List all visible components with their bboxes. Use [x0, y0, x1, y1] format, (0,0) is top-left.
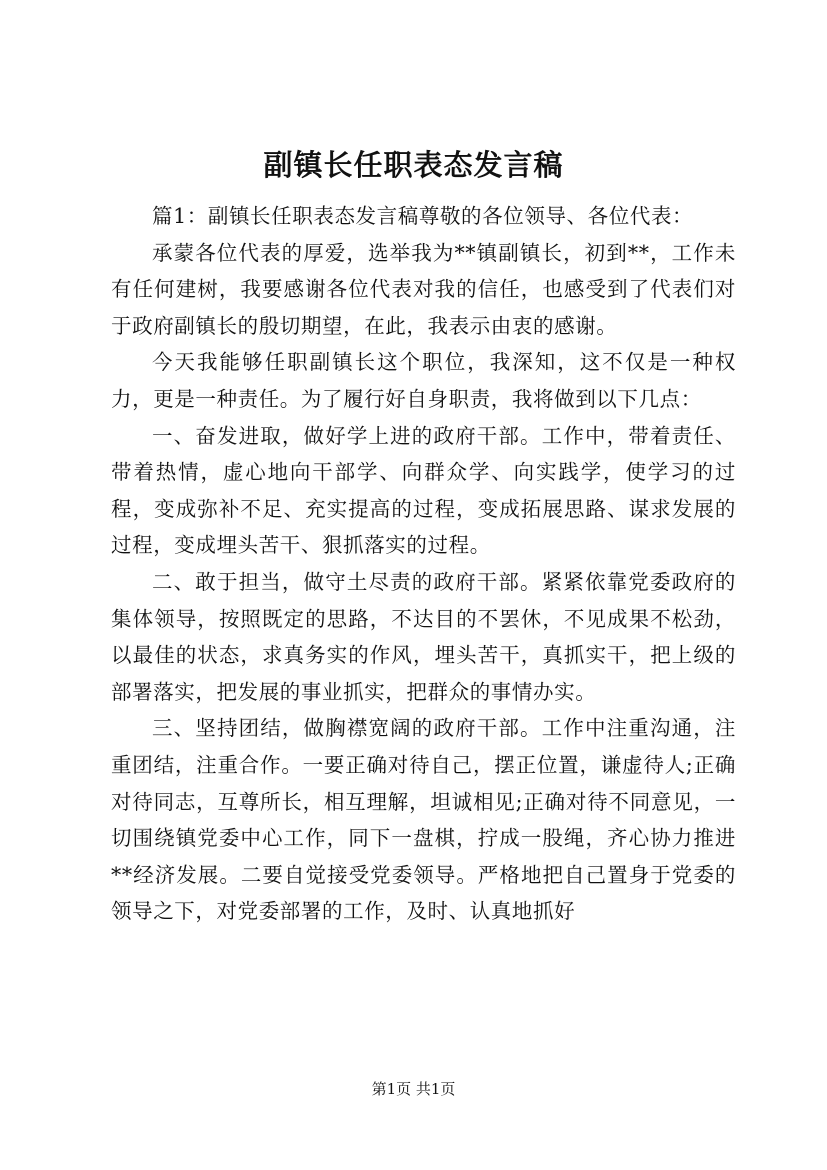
page-footer: 第1页 共1页: [371, 1080, 456, 1098]
paragraph-point-three: 三、坚持团结，做胸襟宽阔的政府干部。工作中注重沟通，注重团结，注重合作。一要正确对待自己，摆正位置，谦虚待人;正确对待同志，互尊所长，相互理解，坦诚相见;正确对待不同意见，一切围绕镇党委中心工作，同下一盘棋，拧成一股绳，齐心协力推进**经济发展。二要自觉接受党委领导。严格地把自己置身于党委的领导之下，对党委部署的工作，及时、认真地抓好: [111, 716, 736, 924]
document-body: [111, 198, 736, 930]
paragraph-responsibility: 今天我能够任职副镇长这个职位，我深知，这不仅是一种权力，更是一种责任。为了履行好自身职责，我将做到以下几点：: [111, 350, 736, 411]
paragraph-thanks: 承蒙各位代表的厚爱，选举我为**镇副镇长，初到**，工作未有任何建树，我要感谢各位代表对我的信任，也感受到了代表们对于政府副镇长的殷切期望，在此，我表示由衷的感谢。: [111, 240, 736, 338]
paragraph-point-one: 一、奋发进取，做好学上进的政府干部。工作中，带着责任、带着热情，虚心地向干部学、向群众学、向实践学，使学习的过程，变成弥补不足、充实提高的过程，变成拓展思路、谋求发展的过程，变成埋头苦干、狠抓落实的过程。: [111, 423, 736, 558]
paragraph-point-two: 二、敢于担当，做守土尽责的政府干部。紧紧依靠党委政府的集体领导，按照既定的思路，不达目的不罢休，不见成果不松劲，以最佳的状态，求真务实的作风，埋头苦干，真抓实干，把上级的部署落实，把发展的事业抓实，把群众的事情办实。: [111, 569, 736, 704]
document-title: 副镇长任职表态发言稿: [263, 148, 564, 182]
paragraph-salutation: 篇1：副镇长任职表态发言稿尊敬的各位领导、各位代表：: [152, 204, 694, 228]
